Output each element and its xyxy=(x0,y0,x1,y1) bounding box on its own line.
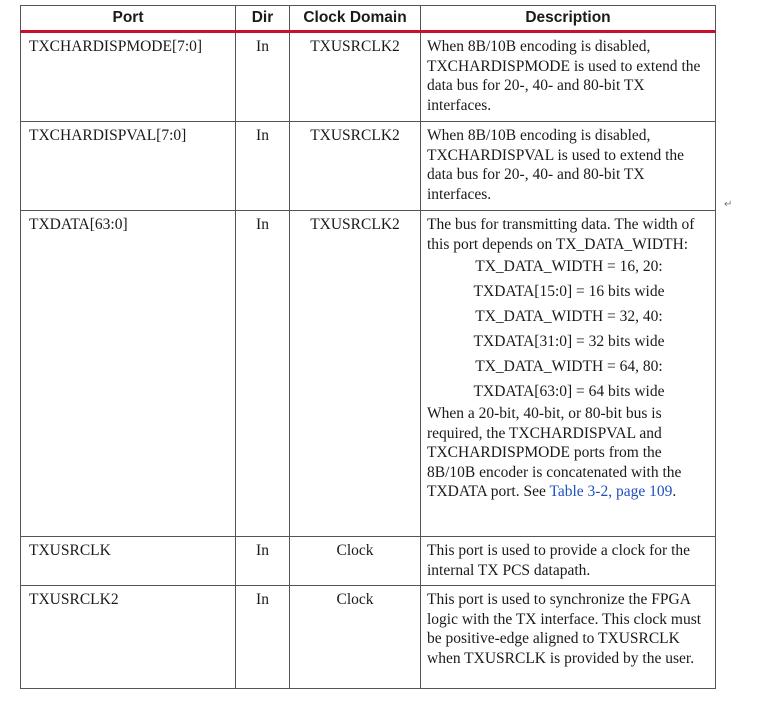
clock-cell: Clock xyxy=(290,586,421,689)
clock-cell: TXUSRCLK2 xyxy=(290,32,421,122)
description-cell xyxy=(421,211,716,537)
port-description-table xyxy=(20,5,716,689)
paragraph-return-mark: ↵ xyxy=(724,199,733,210)
description-cell: When 8B/10B encoding is disabled, TXCHARDISPVAL is used to extend the data bus for 20-, 40- and 80-bit TX interfaces. xyxy=(421,122,716,211)
table-row xyxy=(21,32,716,122)
clock-cell: TXUSRCLK2 xyxy=(290,122,421,211)
width-line: TXDATA[31:0] = 32 bits wide xyxy=(473,333,665,350)
header-dir: Dir xyxy=(236,6,290,32)
port-cell: TXCHARDISPMODE[7:0] xyxy=(21,32,236,122)
dir-cell: In xyxy=(236,211,290,537)
description-outro xyxy=(427,404,711,502)
port-cell: TXUSRCLK xyxy=(21,537,236,586)
dir-cell: In xyxy=(236,122,290,211)
header-description: Description xyxy=(421,6,716,32)
dir-cell: In xyxy=(236,32,290,122)
description-end: . xyxy=(672,483,677,500)
dir-cell: In xyxy=(236,586,290,689)
table-row xyxy=(21,586,716,689)
port-cell: TXUSRCLK2 xyxy=(21,586,236,689)
table-3-2-link[interactable]: Table 3-2, page 109 xyxy=(549,483,673,500)
port-cell: TXDATA[63:0] xyxy=(21,211,236,537)
table-row xyxy=(21,211,716,537)
description-cell: This port is used to provide a clock for the internal TX PCS datapath. xyxy=(421,537,716,586)
width-line: TX_DATA_WIDTH = 64, 80: xyxy=(475,358,663,375)
width-line: TXDATA[15:0] = 16 bits wide xyxy=(473,283,665,300)
width-line: TX_DATA_WIDTH = 32, 40: xyxy=(475,308,663,325)
clock-cell: Clock xyxy=(290,537,421,586)
description-intro: The bus for transmitting data. The width of this port depends on TX_DATA_WIDTH: xyxy=(427,216,695,253)
header-port: Port xyxy=(21,6,236,32)
description-cell: When 8B/10B encoding is disabled, TXCHARDISPMODE is used to extend the data bus for 20-, 40- and 80-bit TX interfaces. xyxy=(421,32,716,122)
header-clock-domain: Clock Domain xyxy=(290,6,421,32)
width-line: TXDATA[63:0] = 64 bits wide xyxy=(473,383,665,400)
description-cell: This port is used to synchronize the FPGA logic with the TX interface. This clock must be positive-edge aligned to TXUSRCLK when TXUSRCLK is provided by the user. xyxy=(421,586,716,689)
port-cell: TXCHARDISPVAL[7:0] xyxy=(21,122,236,211)
dir-cell: In xyxy=(236,537,290,586)
width-line: TX_DATA_WIDTH = 16, 20: xyxy=(475,258,663,275)
description-outro-text: When a 20-bit, 40-bit, or 80-bit bus is required, the TXCHARDISPVAL and TXCHARDISPMODE ports from the 8B/10B encoder is concatenated with the TXDATA port. See xyxy=(427,405,682,500)
table-header-row xyxy=(21,6,716,32)
table-row xyxy=(21,537,716,586)
table-row xyxy=(21,122,716,211)
clock-cell: TXUSRCLK2 xyxy=(290,211,421,537)
